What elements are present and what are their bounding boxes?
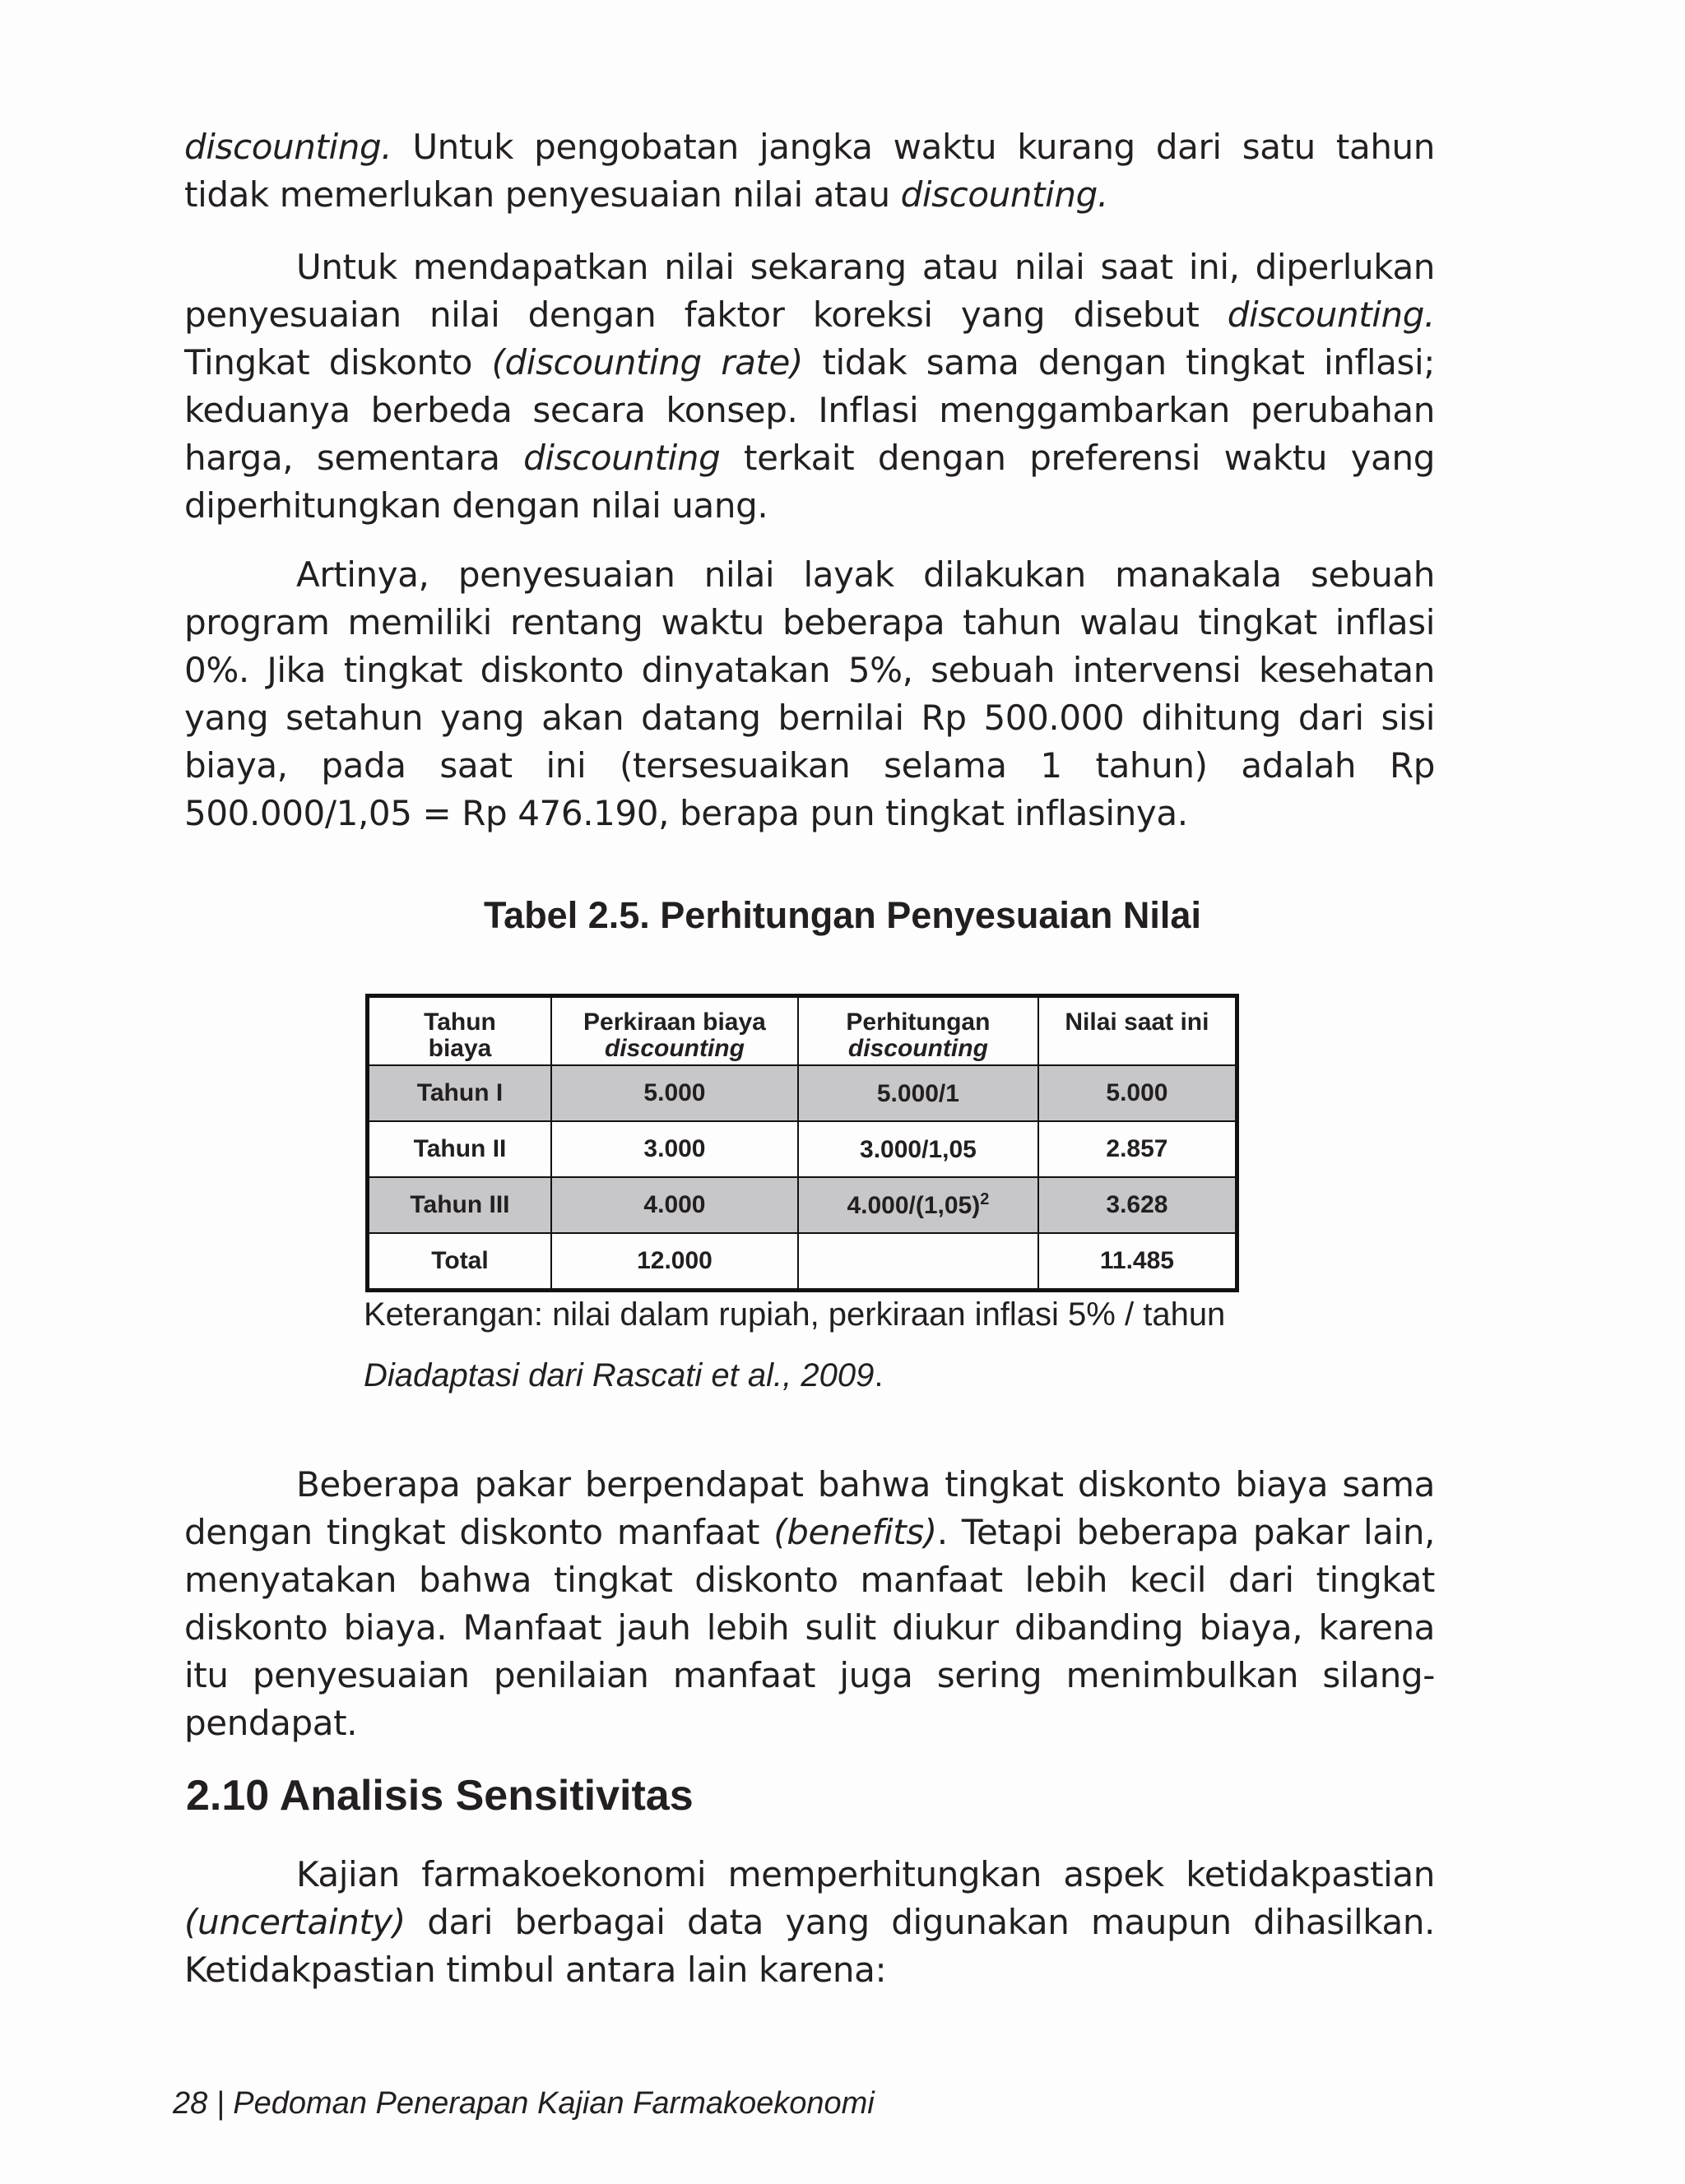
cell-value: 11.485 — [1038, 1233, 1237, 1291]
cell-value: 5.000 — [1038, 1065, 1237, 1121]
cell-year: Tahun III — [368, 1177, 551, 1233]
table-row — [368, 1065, 1237, 1121]
table-title: Tabel 2.5. Perhitungan Penyesuaian Nilai — [484, 894, 1201, 936]
cell-calc: 5.000/1 — [798, 1065, 1038, 1121]
table-source: Diadaptasi dari Rascati et al., 2009. — [364, 1357, 884, 1393]
cell-cost: 12.000 — [551, 1233, 798, 1291]
cell-year: Total — [368, 1233, 551, 1291]
paragraph-4: Beberapa pakar berpendapat bahwa tingkat diskonto biaya sama dengan tingkat diskonto manfaat (benefits). Tetapi beberapa pakar lain, menyatakan bahwa tingkat diskonto manfaat lebih kecil dari tingkat diskonto biaya. Manfaat jauh lebih sulit diukur dibanding biaya, karena itu penyesuaian penilaian manfaat juga sering menimbulkan silang-pendapat. — [184, 1464, 1435, 1743]
cell-year: Tahun I — [368, 1065, 551, 1121]
cell-cost: 3.000 — [551, 1121, 798, 1177]
book-title: Pedoman Penerapan Kajian Farmakoekonomi — [233, 2086, 875, 2121]
header-nilai-saat-ini: Nilai saat ini — [1038, 996, 1237, 1065]
header-tahun-biaya: Tahun biaya — [368, 996, 551, 1065]
table-note: Keterangan: nilai dalam rupiah, perkiraan inflasi 5% / tahun — [364, 1296, 1226, 1333]
page-footer: 28 | Pedoman Penerapan Kajian Farmakoekonomi — [173, 2086, 875, 2121]
section-heading: 2.10 Analisis Sensitivitas — [186, 1772, 694, 1820]
page-number: 28 — [173, 2086, 208, 2121]
table-row — [368, 1177, 1237, 1233]
table-header-row — [368, 996, 1237, 1065]
table-row-total — [368, 1233, 1237, 1291]
discount-table — [365, 994, 1239, 1292]
cell-cost: 4.000 — [551, 1177, 798, 1233]
header-perkiraan-biaya: Perkiraan biaya discounting — [551, 996, 798, 1065]
cell-calc — [798, 1233, 1038, 1291]
paragraph-3: Artinya, penyesuaian nilai layak dilakukan manakala sebuah program memiliki rentang waktu beberapa tahun walau tingkat inflasi 0%. Jika tingkat diskonto dinyatakan 5%, sebuah intervensi kesehatan yang setahun yang akan datang bernilai Rp 500.000 dihitung dari sisi biaya, pada saat ini (tersesuaikan selama 1 tahun) adalah Rp 500.000/1,05 = Rp 476.190, berapa pun tingkat inflasinya. — [184, 554, 1435, 833]
cell-value: 2.857 — [1038, 1121, 1237, 1177]
cell-year: Tahun II — [368, 1121, 551, 1177]
cell-value: 3.628 — [1038, 1177, 1237, 1233]
cell-calc: $4.000/(1,05)^2$ — [798, 1177, 1038, 1233]
paragraph-2: Untuk mendapatkan nilai sekarang atau nilai saat ini, diperlukan penyesuaian nilai dengan faktor koreksi yang disebut discounting. Tingkat diskonto (discounting rate) tidak sama dengan tingkat inflasi; keduanya berbeda secara konsep. Inflasi menggambarkan perubahan harga, sementara discounting terkait dengan preferensi waktu yang diperhitungkan dengan nilai uang. — [184, 247, 1435, 526]
cell-cost: 5.000 — [551, 1065, 798, 1121]
cell-calc: 3.000/1,05 — [798, 1121, 1038, 1177]
paragraph-1: discounting. Untuk pengobatan jangka waktu kurang dari satu tahun tidak memerlukan penyesuaian nilai atau discounting. — [184, 127, 1435, 215]
header-perhitungan: Perhitungan discounting — [798, 996, 1038, 1065]
paragraph-5: Kajian farmakoekonomi memperhitungkan aspek ketidakpastian (uncertainty) dari berbagai data yang digunakan maupun dihasilkan. Ketidakpastian timbul antara lain karena: — [184, 1854, 1435, 1990]
table-row — [368, 1121, 1237, 1177]
